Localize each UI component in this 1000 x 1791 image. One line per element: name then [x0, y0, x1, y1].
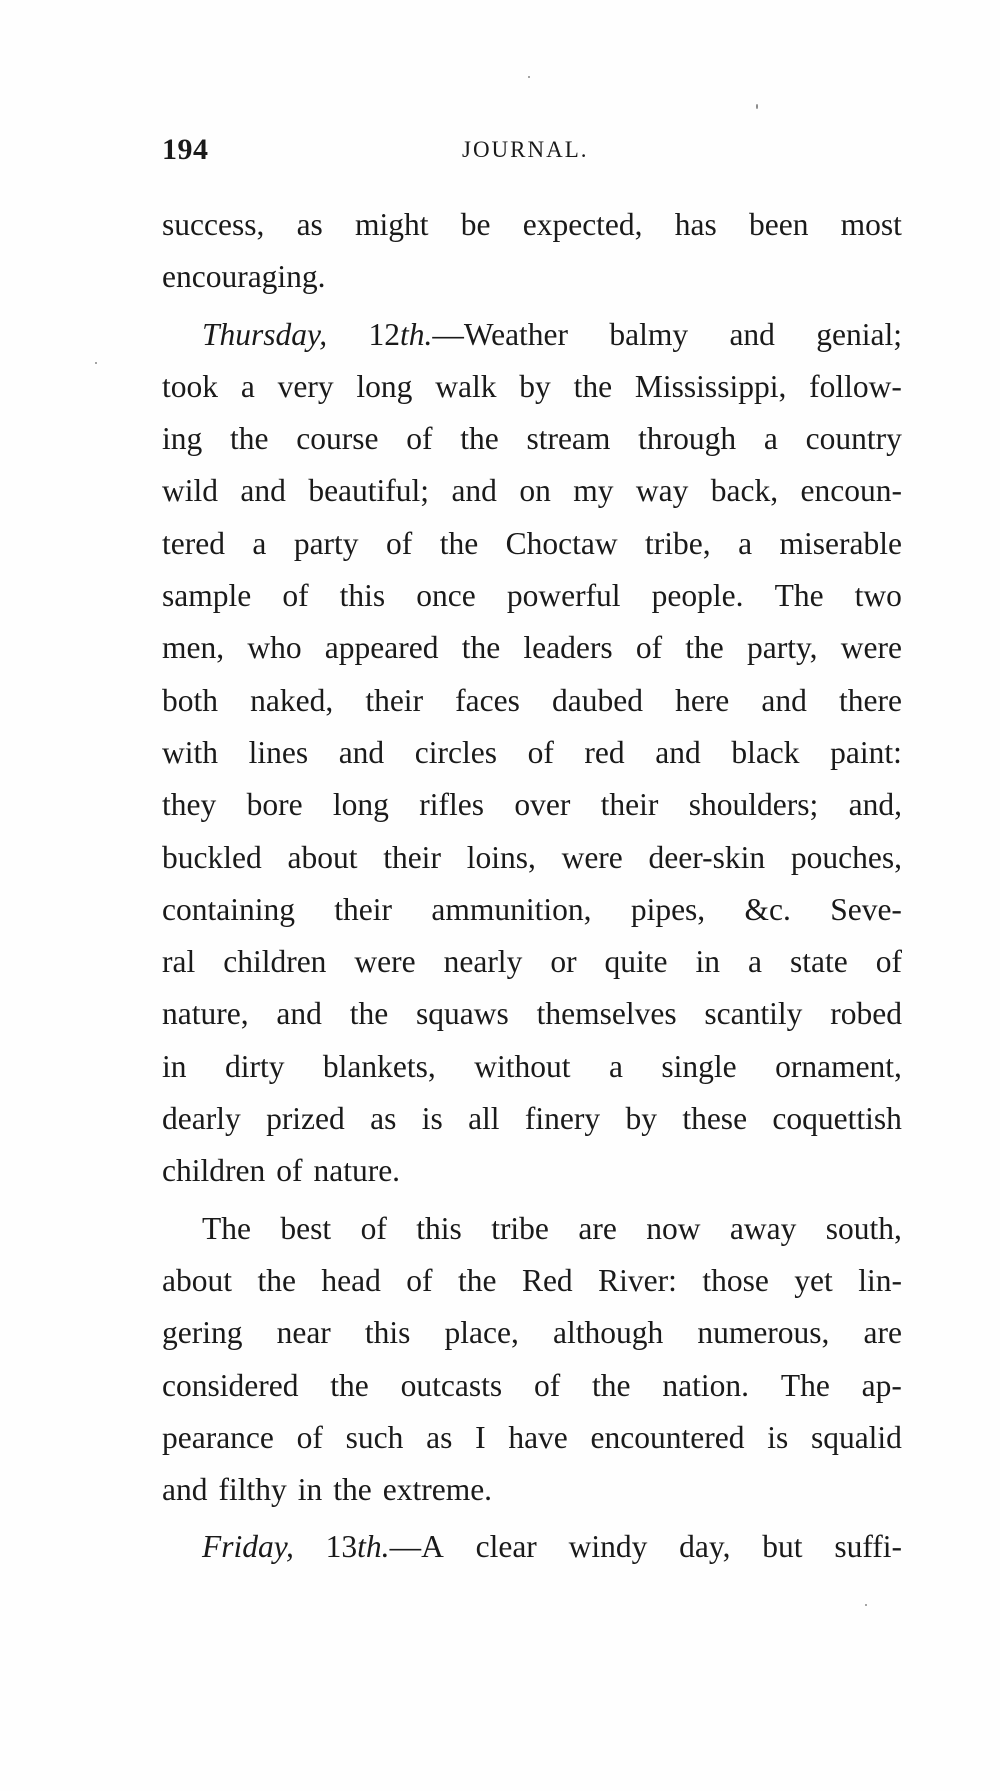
word: black: [731, 734, 800, 770]
word: those: [702, 1262, 769, 1298]
word: might: [355, 207, 429, 242]
word: have: [508, 1419, 568, 1455]
word: two: [854, 578, 902, 614]
word: lines: [248, 734, 309, 770]
word: blankets,: [322, 1048, 436, 1084]
word: pipes,: [630, 891, 706, 927]
word: a: [252, 525, 267, 561]
text-line: [162, 727, 902, 779]
word: balmy: [609, 316, 689, 352]
word: my: [573, 473, 614, 509]
word: most: [840, 207, 902, 242]
word: they: [162, 787, 217, 823]
word: a: [748, 944, 763, 980]
word: without: [474, 1048, 571, 1084]
word: tribe,: [645, 525, 711, 561]
word: the: [330, 1367, 369, 1403]
word: by: [625, 1101, 657, 1137]
text-line: [162, 1360, 902, 1412]
word: outcasts: [400, 1367, 503, 1403]
word: ing: [162, 421, 203, 457]
word: of: [386, 525, 413, 561]
text-line: [162, 779, 902, 831]
word: the: [573, 368, 613, 404]
word: the: [439, 525, 479, 561]
word: success,: [162, 207, 265, 242]
word: windy: [568, 1529, 648, 1565]
word: state: [790, 944, 848, 980]
word: their: [600, 787, 659, 823]
word: were: [561, 839, 623, 875]
text-line: [162, 1521, 902, 1573]
word: rifles: [419, 787, 484, 823]
word: place,: [444, 1315, 519, 1351]
word: River:: [598, 1262, 677, 1298]
word: Choctaw: [505, 525, 618, 561]
paragraph: [162, 199, 902, 304]
word: of: [406, 1262, 433, 1298]
word: filthy: [218, 1472, 287, 1508]
word: squalid: [810, 1419, 902, 1455]
word: over: [514, 787, 571, 823]
word: as: [426, 1419, 453, 1455]
word: bore: [246, 787, 303, 823]
text-line: [162, 884, 902, 936]
word: considered: [162, 1367, 299, 1403]
word: tribe: [491, 1210, 549, 1246]
word: party: [293, 525, 359, 561]
text-line: [162, 1255, 902, 1307]
word: pearance: [162, 1419, 274, 1455]
word: miserable: [779, 525, 902, 561]
word: were: [354, 944, 416, 980]
word: stream: [526, 421, 611, 457]
word: Mississippi,: [634, 368, 787, 404]
word: Red: [521, 1262, 573, 1298]
word: of: [360, 1210, 387, 1246]
word: tered: [162, 525, 225, 561]
word: The: [780, 1367, 830, 1403]
word: are: [863, 1315, 902, 1351]
word: of: [635, 630, 663, 666]
word: of: [533, 1367, 561, 1403]
text-line: [162, 518, 902, 570]
word: the: [461, 630, 501, 666]
word: long: [356, 368, 413, 404]
word: is: [421, 1101, 443, 1137]
word: the: [349, 996, 389, 1032]
word: as: [370, 1101, 397, 1137]
text-line: [162, 1412, 902, 1464]
word: sample: [162, 578, 252, 614]
word: suffi-: [834, 1529, 902, 1565]
word: loins,: [466, 839, 536, 875]
word: of: [875, 944, 902, 980]
word: and: [729, 316, 775, 352]
word: shoulders;: [688, 787, 819, 823]
word: a: [738, 525, 753, 561]
word: away: [729, 1210, 797, 1246]
paper-speck: [528, 76, 530, 78]
body-text: [162, 199, 902, 1574]
word: as: [296, 207, 323, 242]
word: now: [646, 1210, 701, 1246]
word: ral: [162, 944, 196, 980]
word: the: [460, 421, 499, 457]
word: and: [451, 473, 497, 509]
text-line: [162, 1307, 902, 1359]
text-line: [162, 251, 902, 303]
word: on: [519, 473, 551, 509]
word: daubed: [551, 682, 643, 718]
word: party,: [746, 630, 818, 666]
word: coquettish: [772, 1101, 902, 1137]
text-line: [162, 199, 902, 251]
text-line: [162, 832, 902, 884]
text-line: [162, 465, 902, 517]
word: there: [838, 682, 902, 718]
word: the: [333, 1472, 372, 1508]
word: children: [223, 944, 327, 980]
word: appeared: [324, 630, 439, 666]
text-line: [162, 1145, 902, 1197]
text-line: [162, 1093, 902, 1145]
word: has: [674, 207, 717, 242]
text-line: [162, 1041, 902, 1093]
word: of: [527, 734, 554, 770]
word: pouches,: [790, 839, 902, 875]
paper-speck: [865, 1604, 867, 1606]
word: The: [202, 1210, 251, 1246]
word: clear: [475, 1529, 537, 1565]
paper-speck: [95, 362, 97, 364]
word: in: [162, 1048, 187, 1084]
word: of: [276, 1153, 303, 1189]
word: very: [277, 368, 334, 404]
word: back,: [710, 473, 779, 509]
word: circles: [414, 734, 497, 770]
word: encoun-: [800, 473, 902, 509]
word: finery: [524, 1101, 601, 1137]
word: through: [638, 421, 737, 457]
word: who: [247, 630, 302, 666]
word: children: [162, 1153, 266, 1189]
word: numerous,: [697, 1315, 830, 1351]
paragraph: [162, 309, 902, 1198]
word: powerful: [506, 578, 621, 614]
word: of: [296, 1419, 323, 1455]
word: about: [287, 839, 358, 875]
word: and: [338, 734, 385, 770]
word: I: [475, 1419, 486, 1455]
word: been: [748, 207, 809, 242]
word: country: [805, 421, 902, 457]
word: and: [162, 1472, 208, 1508]
entry-day: Thursday,: [202, 316, 328, 352]
word: were: [840, 630, 902, 666]
word: all: [468, 1101, 500, 1137]
word: dirty: [224, 1048, 285, 1084]
text-line: [162, 1203, 902, 1255]
word: naked,: [250, 682, 334, 718]
word: genial;: [816, 316, 902, 352]
word: this: [339, 578, 386, 614]
word: be: [460, 207, 491, 242]
word: and: [655, 734, 701, 770]
word: extreme.: [382, 1472, 493, 1508]
text-line: [162, 1464, 902, 1516]
text-line: [162, 988, 902, 1040]
word: of: [282, 578, 309, 614]
entry-date: 13th.—A: [325, 1529, 444, 1565]
word: follow-: [809, 368, 902, 404]
word: a: [608, 1048, 623, 1084]
word: near: [276, 1315, 331, 1351]
word: yet: [794, 1262, 833, 1298]
word: their: [383, 839, 441, 875]
word: are: [578, 1210, 617, 1246]
word: nation.: [662, 1367, 749, 1403]
word: in: [297, 1472, 323, 1508]
word: gering: [162, 1315, 243, 1351]
text-line: [162, 936, 902, 988]
word: long: [332, 787, 389, 823]
word: the: [458, 1262, 497, 1298]
word: lin-: [858, 1262, 902, 1298]
word: is: [767, 1419, 789, 1455]
word: but: [762, 1529, 803, 1565]
word: the: [685, 630, 724, 666]
text-line: [162, 570, 902, 622]
word: day,: [679, 1529, 731, 1565]
word: dearly: [162, 1101, 241, 1137]
word: encountered: [590, 1419, 745, 1455]
word: and,: [848, 787, 902, 823]
word: walk: [435, 368, 497, 404]
word: or: [550, 944, 577, 980]
word: both: [162, 682, 219, 718]
word: course: [296, 421, 379, 457]
word: prized: [266, 1101, 345, 1137]
text-line: [162, 361, 902, 413]
word: the: [592, 1367, 631, 1403]
word: and: [761, 682, 807, 718]
word: way: [635, 473, 689, 509]
paragraph: [162, 1521, 902, 1573]
word: faces: [455, 682, 520, 718]
word: deer-skin: [648, 839, 766, 875]
word: took: [162, 368, 219, 404]
word: themselves: [536, 996, 677, 1032]
word: beautiful;: [308, 473, 430, 509]
word: here: [675, 682, 730, 718]
word: a: [240, 368, 255, 404]
word: south,: [825, 1210, 902, 1246]
page-number: 194: [162, 133, 209, 166]
word: paint:: [830, 734, 902, 770]
word: and: [276, 996, 322, 1032]
word: encouraging.: [162, 259, 326, 295]
word: Seve-: [830, 891, 902, 927]
word: scantily: [704, 996, 803, 1032]
word: single: [661, 1048, 737, 1084]
text-line: [162, 413, 902, 465]
word: once: [416, 578, 476, 614]
word: by: [519, 368, 551, 404]
word: nature,: [162, 996, 249, 1032]
text-line: [162, 675, 902, 727]
word: head: [321, 1262, 381, 1298]
word: expected,: [522, 207, 643, 242]
word: a: [763, 421, 778, 457]
word: the: [257, 1262, 296, 1298]
word: this: [364, 1315, 411, 1351]
word: nature.: [313, 1153, 401, 1189]
word: wild: [162, 473, 219, 509]
word: squaws: [416, 996, 509, 1032]
word: &c.: [744, 891, 791, 927]
entry-date: 12th.—Weather: [368, 316, 569, 352]
word: and: [240, 473, 286, 509]
word: leaders: [523, 630, 613, 666]
word: best: [280, 1210, 332, 1246]
word: nearly: [443, 944, 523, 980]
entry-day: Friday,: [202, 1529, 294, 1565]
running-title: JOURNAL.: [462, 137, 589, 162]
word: with: [162, 734, 219, 770]
text-line: [162, 622, 902, 674]
word: quite: [604, 944, 668, 980]
paper-speck: [756, 104, 758, 109]
word: of: [406, 421, 433, 457]
word: their: [365, 682, 424, 718]
word: red: [584, 734, 625, 770]
word: The: [774, 578, 824, 614]
word: men,: [162, 630, 225, 666]
word: the: [230, 421, 269, 457]
word: in: [695, 944, 721, 980]
word: these: [682, 1101, 748, 1137]
paragraph: [162, 1203, 902, 1517]
page-header: [162, 133, 904, 173]
word: people.: [651, 578, 744, 614]
word: ammunition,: [431, 891, 592, 927]
word: containing: [162, 891, 295, 927]
word: buckled: [162, 839, 262, 875]
word: ap-: [861, 1367, 902, 1403]
word: such: [345, 1419, 404, 1455]
word: their: [334, 891, 393, 927]
text-line: [162, 309, 902, 361]
word: ornament,: [775, 1048, 902, 1084]
word: this: [416, 1210, 462, 1246]
word: although: [552, 1315, 664, 1351]
word: about: [162, 1262, 232, 1298]
word: robed: [830, 996, 902, 1032]
